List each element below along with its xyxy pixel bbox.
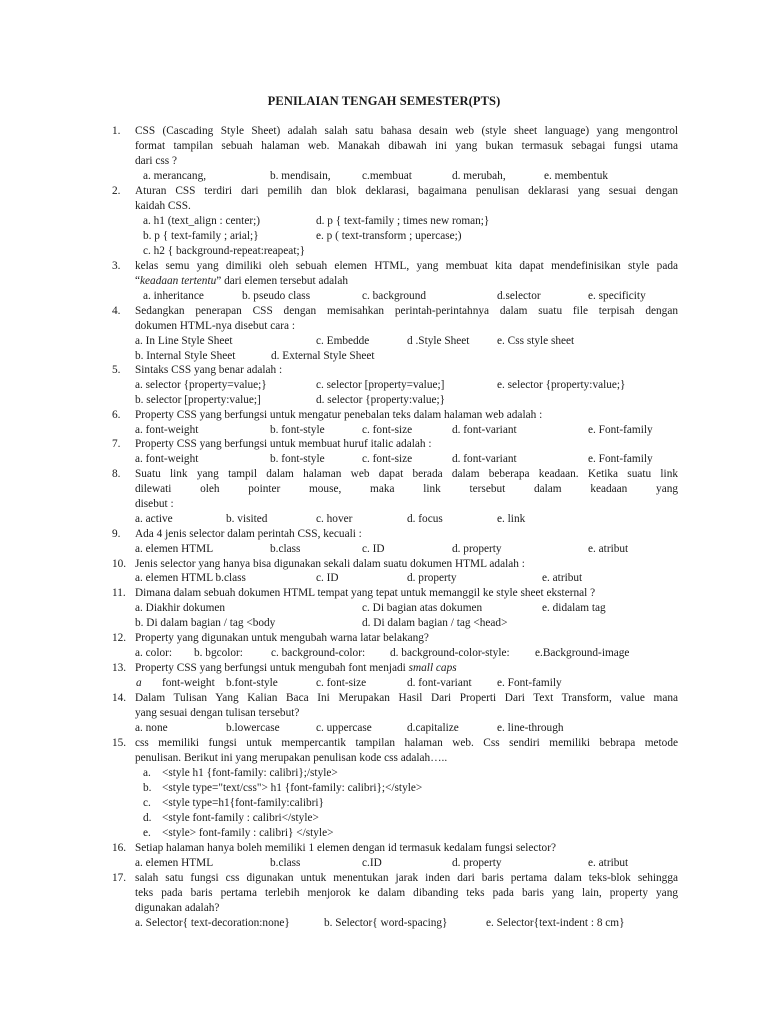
answer-option: e.Background-image xyxy=(535,647,630,659)
answer-option: a. selector {property=value;} xyxy=(135,379,267,391)
answer-option: a. elemen HTML b.class xyxy=(135,572,246,584)
question-number: 13. xyxy=(112,662,127,674)
answer-option: e. selector {property:value;} xyxy=(497,379,626,391)
answer-option: a. color: xyxy=(135,647,173,659)
question-line: format tampilan sebuah halaman web. Manakah dibawah ini yang bukan termasuk sebagai fungsi utama xyxy=(135,140,678,152)
option-row xyxy=(0,811,768,826)
question-text xyxy=(135,437,678,452)
question-line: Dalam Tulisan Yang Kalian Baca Ini Merupakan Hasil Dari Properti Dari Text Transform, value mana xyxy=(135,692,678,704)
question-line: dari css ? xyxy=(135,155,178,167)
question-line: Ada 4 jenis selector dalam perintah CSS, kecuali : xyxy=(135,528,362,540)
question-line: dilewati oleh pointer mouse, maka link tersebut dalam keadaan yang xyxy=(135,483,678,495)
answer-option: e. Selector{text-indent : 8 cm} xyxy=(486,917,625,929)
page-title: PENILAIAN TENGAH SEMESTER(PTS) xyxy=(267,94,501,108)
answer-option: b.font-style xyxy=(226,677,278,689)
answer-option: e. Font-family xyxy=(588,453,653,465)
answer-option: d .Style Sheet xyxy=(407,335,470,347)
option-row xyxy=(0,378,768,393)
question-number: 16. xyxy=(112,842,127,854)
answer-option: b. xyxy=(143,782,152,794)
answer-option: d. property xyxy=(452,857,502,869)
answer-option: e. didalam tag xyxy=(542,602,606,614)
answer-option: a. active xyxy=(135,513,173,525)
question-line: kaidah CSS. xyxy=(135,200,191,212)
answer-option: b.class xyxy=(270,543,301,555)
answer-option: b.lowercase xyxy=(226,722,280,734)
option-row xyxy=(0,916,768,931)
question-line: salah satu fungsi css digunakan untuk menentukan jarak inden dari baris pertama dalam teks-blok sehingga xyxy=(135,872,678,884)
answer-option: a. inheritance xyxy=(143,290,204,302)
option-row xyxy=(0,244,768,259)
answer-option: <style h1 {font-family: calibri};/style> xyxy=(162,767,338,779)
option-row xyxy=(0,856,768,871)
option-row xyxy=(0,601,768,616)
option-row xyxy=(0,826,768,841)
answer-option: e. Css style sheet xyxy=(497,335,575,347)
question-number: 3. xyxy=(112,260,121,272)
question-text xyxy=(135,259,678,289)
question-text xyxy=(135,527,678,542)
question-text xyxy=(135,557,678,572)
question-number: 15. xyxy=(112,737,127,749)
question-line: Property yang digunakan untuk mengubah warna latar belakang? xyxy=(135,632,429,644)
answer-option: c. Embedde xyxy=(316,335,370,347)
question-line: Jenis selector yang hanya bisa digunakan sekali dalam suatu dokumen HTML adalah : xyxy=(135,558,525,570)
answer-option: c. uppercase xyxy=(316,722,372,734)
question-number: 11. xyxy=(112,587,126,599)
question-number: 2. xyxy=(112,185,121,197)
answer-option: b. Di dalam bagian / tag <body xyxy=(135,617,276,629)
question-line: yang sesuai dengan tulisan tersebut? xyxy=(135,707,300,719)
question-line: disebut : xyxy=(135,498,174,510)
question-text xyxy=(135,363,678,378)
answer-option: d. focus xyxy=(407,513,443,525)
question-text xyxy=(135,124,678,169)
answer-option: a. xyxy=(143,767,151,779)
answer-option: b. selector [property:value;] xyxy=(135,394,261,406)
question-line: Sedangkan penerapan CSS dengan memisahkan perintah-perintahnya dalam suatu file terpisah dengan xyxy=(135,305,678,317)
question-line: Suatu link yang tampil dalam halaman web dapat berada dalam beberapa keadaan. Ketika suatu link xyxy=(135,468,678,480)
question-number: 1. xyxy=(112,125,121,137)
option-row xyxy=(0,423,768,438)
answer-option: <style type="text/css"> h1 {font-family: calibri};</style> xyxy=(162,782,423,794)
question-text xyxy=(135,467,678,512)
answer-option: b. p { text-family ; arial;} xyxy=(143,230,259,242)
question-number: 5. xyxy=(112,364,121,376)
answer-option: d. selector {property:value;} xyxy=(316,394,446,406)
answer-option: a. elemen HTML xyxy=(135,543,214,555)
answer-option: d. p { text-family ; times new roman;} xyxy=(316,215,490,227)
question-text xyxy=(135,871,678,916)
question-line: kelas semu yang dimiliki oleh sebuah elemen HTML, yang membuat kita dapat mendefinisikan style pada xyxy=(135,260,678,272)
question-text xyxy=(135,841,678,856)
answer-option: b. visited xyxy=(226,513,268,525)
answer-option: e. atribut xyxy=(588,543,629,555)
option-row xyxy=(0,796,768,811)
question-line: CSS (Cascading Style Sheet) adalah salah satu bahasa desain web (style sheet language) yang mengontrol xyxy=(135,125,678,137)
answer-option: c. selector [property=value;] xyxy=(316,379,445,391)
answer-option: d.selector xyxy=(497,290,541,302)
answer-option: c. background-color: xyxy=(271,647,366,659)
question-number: 9. xyxy=(112,528,121,540)
answer-option: a. elemen HTML xyxy=(135,857,214,869)
question-number: 14. xyxy=(112,692,127,704)
answer-option: b. font-style xyxy=(270,453,325,465)
answer-option: d. External Style Sheet xyxy=(271,350,375,362)
answer-option: c. font-size xyxy=(316,677,367,689)
answer-option: a xyxy=(136,677,142,689)
answer-option: c. xyxy=(143,797,151,809)
option-row xyxy=(0,616,768,631)
option-row xyxy=(0,781,768,796)
answer-option: c. Di bagian atas dokumen xyxy=(362,602,483,614)
answer-option: a. font-weight xyxy=(135,424,199,436)
option-row xyxy=(0,721,768,736)
question-text xyxy=(135,631,678,646)
question-line: Aturan CSS terdiri dari pemilih dan blok deklarasi, bagaimana penulisan deklarasi yang sesuai dengan xyxy=(135,185,678,197)
question-line: Property CSS yang berfungsi untuk membuat huruf italic adalah : xyxy=(135,438,432,450)
answer-option: c. ID xyxy=(316,572,339,584)
option-row xyxy=(0,393,768,408)
answer-option: c. font-size xyxy=(362,424,413,436)
option-row xyxy=(0,289,768,304)
answer-option: e. atribut xyxy=(542,572,583,584)
option-row xyxy=(0,766,768,781)
question-line: dokumen HTML-nya disebut cara : xyxy=(135,320,295,332)
question-number: 6. xyxy=(112,409,121,421)
question-text xyxy=(135,586,678,601)
option-row xyxy=(0,349,768,364)
question-number: 10. xyxy=(112,558,127,570)
answer-option: c. ID xyxy=(362,543,385,555)
option-row xyxy=(0,169,768,184)
option-row xyxy=(0,452,768,467)
question-line: Setiap halaman hanya boleh memiliki 1 elemen dengan id termasuk kedalam fungsi selector? xyxy=(135,842,556,854)
question-line: Sintaks CSS yang benar adalah : xyxy=(135,364,283,376)
answer-option: c. background xyxy=(362,290,426,302)
answer-option: a. merancang, xyxy=(143,170,207,182)
answer-option: d. property xyxy=(452,543,502,555)
question-text xyxy=(135,304,678,334)
option-row xyxy=(0,542,768,557)
question-text xyxy=(135,691,678,721)
option-row xyxy=(0,571,768,586)
answer-option: d. xyxy=(143,812,152,824)
answer-option: b. mendisain, xyxy=(270,170,331,182)
answer-option: a. h1 (text_align : center;) xyxy=(143,215,261,227)
question-line: css memiliki fungsi untuk mempercantik tampilan halaman web. Css sendiri memiliki bebrapa metode xyxy=(135,737,678,749)
answer-option: a. none xyxy=(135,722,168,734)
answer-option: b.class xyxy=(270,857,301,869)
answer-option: a. Diakhir dokumen xyxy=(135,602,226,614)
question-line: digunakan adalah? xyxy=(135,902,220,914)
question-line: Property CSS yang berfungsi untuk mengubah font menjadi small caps xyxy=(135,662,457,674)
question-text xyxy=(135,661,678,676)
answer-option: b. font-style xyxy=(270,424,325,436)
answer-option: c. h2 { background-repeat:reapeat;} xyxy=(143,245,306,257)
question-line: penulisan. Berikut ini yang merupakan penulisan kode css adalah….. xyxy=(135,752,448,764)
question-line: Dimana dalam sebuah dokumen HTML tempat yang tepat untuk memanggil ke style sheet eksternal ? xyxy=(135,587,596,599)
question-line: teks pada baris pertama terlebih menjorok ke dalam dibanding teks pada baris yang lain, property yang xyxy=(135,887,678,899)
answer-option: <style type=h1{font-family:calibri} xyxy=(162,797,324,809)
option-row xyxy=(0,334,768,349)
answer-option: e. line-through xyxy=(497,722,564,734)
answer-option: e. atribut xyxy=(588,857,629,869)
answer-option: a. font-weight xyxy=(135,453,199,465)
option-row xyxy=(0,214,768,229)
answer-option: e. membentuk xyxy=(544,170,608,182)
answer-option: b. pseudo class xyxy=(242,290,311,302)
answer-option: e. xyxy=(143,827,151,839)
answer-option: e. p ( text-transform ; upercase;) xyxy=(316,230,462,242)
answer-option: d.capitalize xyxy=(407,722,459,734)
question-number: 8. xyxy=(112,468,121,480)
answer-option: e. link xyxy=(497,513,526,525)
option-row xyxy=(0,646,768,661)
option-row xyxy=(0,512,768,527)
answer-option: c.ID xyxy=(362,857,382,869)
option-row xyxy=(0,676,768,691)
answer-option: <style font-family : calibri</style> xyxy=(162,812,319,824)
answer-option: b. Selector{ word-spacing} xyxy=(324,917,448,929)
answer-option: d. font-variant xyxy=(407,677,472,689)
answer-option: d. font-variant xyxy=(452,424,517,436)
answer-option: a. Selector{ text-decoration:none} xyxy=(135,917,290,929)
answer-option: d. Di dalam bagian / tag <head> xyxy=(362,617,508,629)
question-text xyxy=(135,408,678,423)
answer-option: a. In Line Style Sheet xyxy=(135,335,233,347)
answer-option: <style> font-family : calibri} </style> xyxy=(162,827,334,839)
question-number: 17. xyxy=(112,872,127,884)
option-row xyxy=(0,229,768,244)
answer-option: e. specificity xyxy=(588,290,646,302)
answer-option: d. property xyxy=(407,572,457,584)
answer-option: c.membuat xyxy=(362,170,412,182)
question-text xyxy=(135,184,678,214)
answer-option: c. font-size xyxy=(362,453,413,465)
question-number: 4. xyxy=(112,305,121,317)
answer-option: d. background-color-style: xyxy=(390,647,510,659)
question-line: “keadaan tertentu” dari elemen tersebut adalah xyxy=(135,275,348,287)
answer-option: e. Font-family xyxy=(497,677,562,689)
answer-option: b. bgcolor: xyxy=(194,647,243,659)
answer-option: c. hover xyxy=(316,513,353,525)
answer-option: font-weight xyxy=(162,677,215,689)
answer-option: b. Internal Style Sheet xyxy=(135,350,236,362)
answer-option: d. merubah, xyxy=(452,170,506,182)
answer-option: d. font-variant xyxy=(452,453,517,465)
question-number: 12. xyxy=(112,632,127,644)
question-line: Property CSS yang berfungsi untuk mengatur penebalan teks dalam halaman web adalah : xyxy=(135,409,543,421)
answer-option: e. Font-family xyxy=(588,424,653,436)
question-text xyxy=(135,736,678,766)
question-number: 7. xyxy=(112,438,121,450)
